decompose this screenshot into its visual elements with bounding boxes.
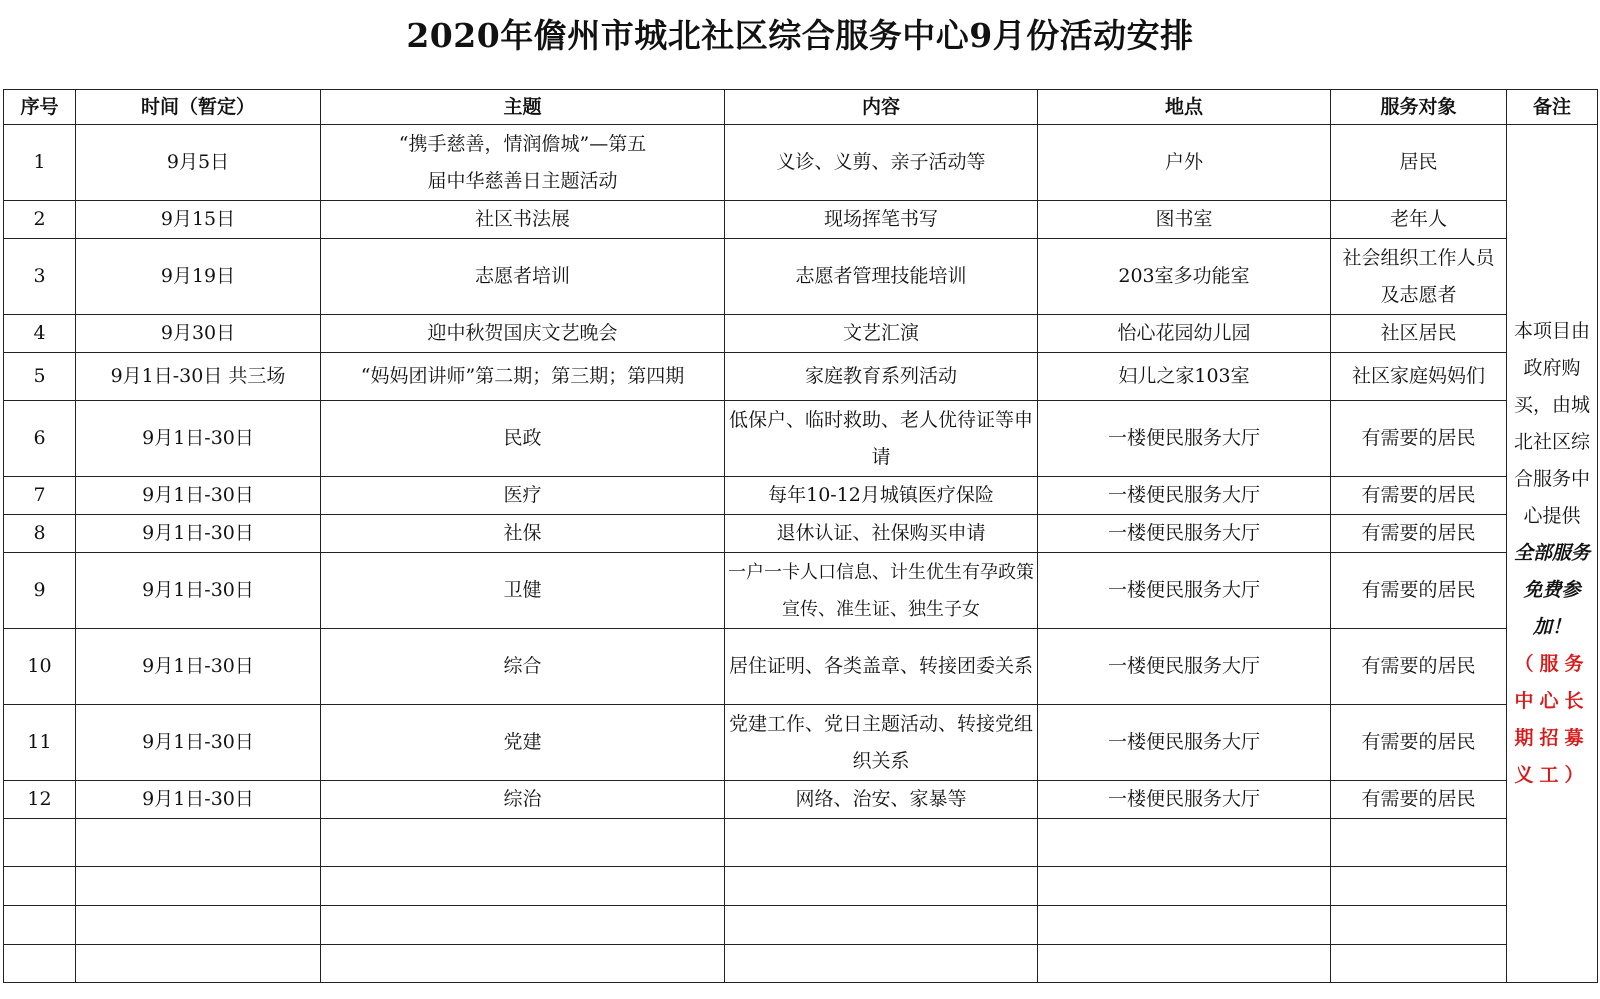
cell-time: 9月19日: [76, 239, 321, 315]
remark-free: 全部服务免费参加！: [1513, 542, 1590, 638]
header-target: 服务对象: [1331, 90, 1507, 125]
cell-no: 9: [4, 553, 76, 629]
table-row: [4, 781, 1598, 819]
cell-place: 妇儿之家103室: [1038, 353, 1331, 401]
cell-place: 一楼便民服务大厅: [1038, 629, 1331, 705]
header-place: 地点: [1038, 90, 1331, 125]
cell-time: 9月1日-30日: [76, 781, 321, 819]
cell-content: 家庭教育系列活动: [725, 353, 1038, 401]
empty-cell: [76, 906, 321, 945]
page-title: 2020年儋州市城北社区综合服务中心9月份活动安排: [406, 16, 1194, 55]
empty-cell: [321, 906, 725, 945]
table-row: [4, 477, 1598, 515]
cell-time: 9月1日-30日: [76, 629, 321, 705]
header-no: 序号: [4, 90, 76, 125]
remark-normal: 本项目由政府购买，由城北社区综合服务中心提供: [1513, 320, 1590, 527]
cell-theme: 迎中秋贺国庆文艺晚会: [321, 315, 725, 353]
cell-time: 9月15日: [76, 201, 321, 239]
empty-cell: [4, 906, 76, 945]
cell-time: 9月1日-30日: [76, 553, 321, 629]
cell-target: 有需要的居民: [1331, 629, 1507, 705]
cell-content: 每年10-12月城镇医疗保险: [725, 477, 1038, 515]
table-row: [4, 125, 1598, 201]
empty-cell: [725, 945, 1038, 983]
empty-cell: [1038, 867, 1331, 906]
table-row: [4, 315, 1598, 353]
empty-cell: [4, 867, 76, 906]
empty-cell: [1038, 819, 1331, 867]
cell-theme: 综合: [321, 629, 725, 705]
header-content: 内容: [725, 90, 1038, 125]
table-row: [4, 239, 1598, 315]
cell-place: 一楼便民服务大厅: [1038, 705, 1331, 781]
cell-place: 203室多功能室: [1038, 239, 1331, 315]
empty-cell: [321, 867, 725, 906]
cell-theme: 党建: [321, 705, 725, 781]
cell-time: 9月30日: [76, 315, 321, 353]
table-row: [4, 401, 1598, 477]
empty-cell: [1038, 906, 1331, 945]
cell-time: 9月5日: [76, 125, 321, 201]
empty-row: [4, 867, 1598, 906]
cell-no: 3: [4, 239, 76, 315]
cell-target: 有需要的居民: [1331, 515, 1507, 553]
empty-cell: [1331, 945, 1507, 983]
cell-target: 有需要的居民: [1331, 477, 1507, 515]
cell-target: 老年人: [1331, 201, 1507, 239]
empty-cell: [321, 945, 725, 983]
empty-cell: [725, 819, 1038, 867]
cell-target: 居民: [1331, 125, 1507, 201]
cell-theme: “妈妈团讲师”第二期；第三期；第四期: [321, 353, 725, 401]
table-row: [4, 705, 1598, 781]
cell-content: 义诊、义剪、亲子活动等: [725, 125, 1038, 201]
empty-cell: [1331, 819, 1507, 867]
cell-theme: 综治: [321, 781, 725, 819]
cell-place: 户外: [1038, 125, 1331, 201]
cell-target: 社区家庭妈妈们: [1331, 353, 1507, 401]
header-row: [4, 90, 1598, 125]
cell-no: 11: [4, 705, 76, 781]
cell-target: 社会组织工作人员及志愿者: [1331, 239, 1507, 315]
empty-cell: [1331, 867, 1507, 906]
cell-no: 1: [4, 125, 76, 201]
cell-place: 一楼便民服务大厅: [1038, 781, 1331, 819]
cell-content: 文艺汇演: [725, 315, 1038, 353]
cell-target: 有需要的居民: [1331, 781, 1507, 819]
cell-time: 9月1日-30日: [76, 705, 321, 781]
cell-place: 一楼便民服务大厅: [1038, 401, 1331, 477]
cell-content: 志愿者管理技能培训: [725, 239, 1038, 315]
cell-place: 一楼便民服务大厅: [1038, 515, 1331, 553]
cell-no: 6: [4, 401, 76, 477]
cell-no: 10: [4, 629, 76, 705]
cell-content: 网络、治安、家暴等: [725, 781, 1038, 819]
cell-no: 5: [4, 353, 76, 401]
empty-cell: [1331, 906, 1507, 945]
empty-row: [4, 906, 1598, 945]
header-time: 时间（暂定）: [76, 90, 321, 125]
cell-time: 9月1日-30日: [76, 477, 321, 515]
header-remark: 备注: [1507, 90, 1598, 125]
remark-recruit: （服务中心长期招募义工）: [1514, 653, 1590, 786]
cell-theme: 卫健: [321, 553, 725, 629]
table-row: [4, 515, 1598, 553]
empty-cell: [1038, 945, 1331, 983]
empty-cell: [4, 819, 76, 867]
table-row: [4, 553, 1598, 629]
table-row: [4, 353, 1598, 401]
cell-content: 退休认证、社保购买申请: [725, 515, 1038, 553]
cell-place: 怡心花园幼儿园: [1038, 315, 1331, 353]
cell-time: 9月1日-30日: [76, 401, 321, 477]
empty-cell: [725, 867, 1038, 906]
cell-time: 9月1日-30日: [76, 515, 321, 553]
cell-target: 有需要的居民: [1331, 553, 1507, 629]
empty-cell: [76, 945, 321, 983]
cell-target: 有需要的居民: [1331, 705, 1507, 781]
cell-theme: 社区书法展: [321, 201, 725, 239]
empty-cell: [321, 819, 725, 867]
cell-content: 现场挥笔书写: [725, 201, 1038, 239]
cell-content: 居住证明、各类盖章、转接团委关系: [725, 629, 1038, 705]
remark-cell: [1507, 125, 1598, 983]
empty-cell: [4, 945, 76, 983]
table-row: [4, 201, 1598, 239]
cell-target: 有需要的居民: [1331, 401, 1507, 477]
empty-cell: [76, 867, 321, 906]
cell-place: 一楼便民服务大厅: [1038, 553, 1331, 629]
cell-content: 党建工作、党日主题活动、转接党组织关系: [725, 705, 1038, 781]
empty-row: [4, 945, 1598, 983]
cell-theme: 社保: [321, 515, 725, 553]
cell-time: 9月1日-30日 共三场: [76, 353, 321, 401]
empty-row: [4, 819, 1598, 867]
cell-content: 低保户、临时救助、老人优待证等申请: [725, 401, 1038, 477]
cell-no: 4: [4, 315, 76, 353]
cell-no: 12: [4, 781, 76, 819]
table-row: [4, 629, 1598, 705]
empty-cell: [725, 906, 1038, 945]
cell-content: 一户一卡人口信息、计生优生有孕政策宣传、准生证、独生子女: [725, 553, 1038, 629]
cell-place: 图书室: [1038, 201, 1331, 239]
cell-theme: 志愿者培训: [321, 239, 725, 315]
cell-theme: 医疗: [321, 477, 725, 515]
cell-no: 2: [4, 201, 76, 239]
schedule-table: [3, 89, 1598, 983]
cell-target: 社区居民: [1331, 315, 1507, 353]
cell-theme: 民政: [321, 401, 725, 477]
cell-place: 一楼便民服务大厅: [1038, 477, 1331, 515]
cell-theme: “携手慈善，情润儋城”—第五届中华慈善日主题活动: [321, 125, 725, 201]
empty-cell: [76, 819, 321, 867]
cell-no: 7: [4, 477, 76, 515]
cell-no: 8: [4, 515, 76, 553]
header-theme: 主题: [321, 90, 725, 125]
